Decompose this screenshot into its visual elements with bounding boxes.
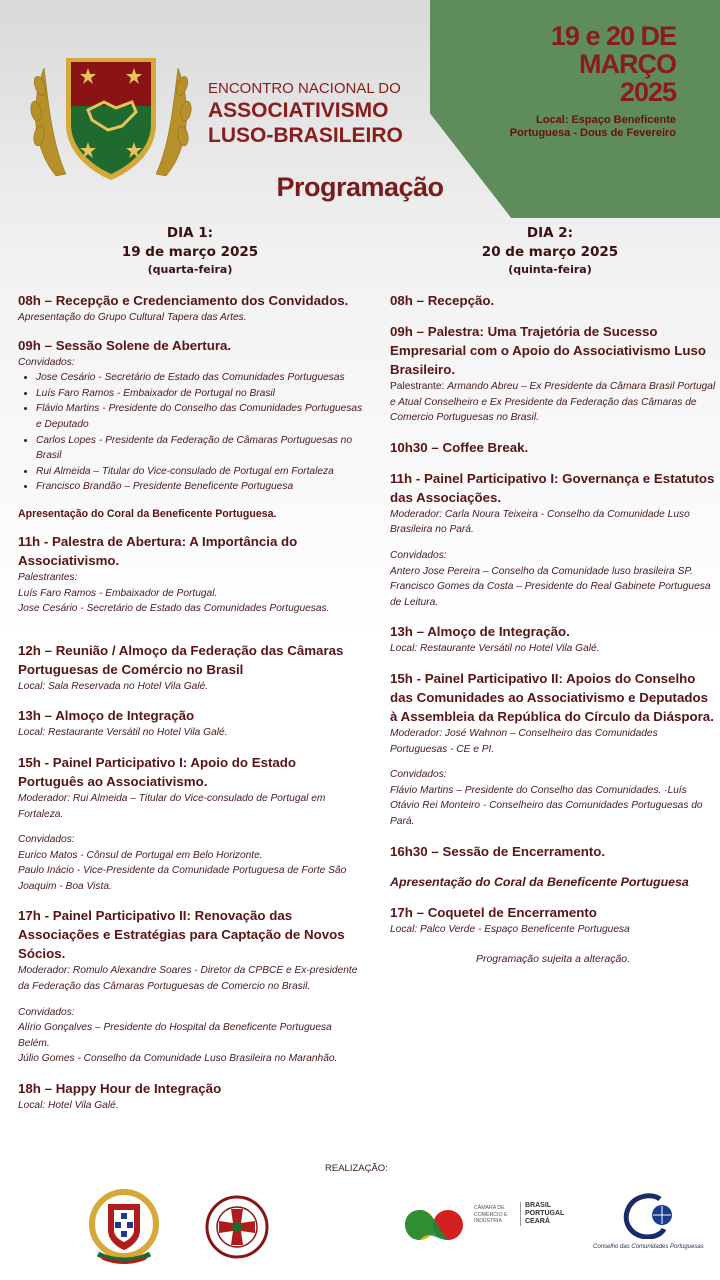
event-title: 15h - Painel Participativo II: Apoios do Conselho das Comunidades ao Associativismo e Deputados à Assembleia da República do Círculo da Diáspora.	[390, 670, 714, 724]
portuguese-coat-of-arms-logo	[78, 1186, 170, 1266]
date-line-3: 2025	[619, 77, 676, 107]
day1-date: 19 de março 2025	[121, 244, 259, 260]
chamber-small-line: CÂMARA DE	[474, 1205, 505, 1211]
event-title: 10h30 – Coffee Break.	[390, 439, 529, 455]
conselho-comunidades-logo	[622, 1193, 674, 1239]
title-line-1: ENCONTRO NACIONAL DO	[208, 80, 401, 97]
speaker-prefix: Palestrante:	[390, 381, 448, 392]
speaker-text: Armando Abreu – Ex Presidente da Câmara Brasil Portugal e Atual Conselheiro e Ex Presidente da Federação das Câmaras de Comercio Portuguesas no Brasil.	[390, 381, 716, 424]
handshake-shield-emblem	[26, 46, 196, 186]
day1-weekday: (quarta-feira)	[147, 263, 233, 276]
schedule-change-note: Programação sujeita a alteração.	[475, 953, 631, 966]
day2-date: 20 de março 2025	[481, 244, 619, 260]
moderator: Moderador: Rui Almeida – Titular do Vice-consulado de Portugal em Fortaleza.	[18, 792, 326, 820]
guests-label: Convidados:	[18, 1006, 75, 1018]
date-line-1: 19 e 20 DE	[550, 21, 676, 51]
chamber-small-line: COMÉRCIO E	[474, 1211, 508, 1218]
event-title	[208, 80, 403, 148]
event-title: 08h – Recepção.	[390, 293, 495, 308]
title-line-3: LUSO-BRASILEIRO	[208, 124, 403, 147]
guests-label: Convidados:	[390, 549, 447, 561]
event-title: 13h – Almoço de Integração.	[390, 624, 570, 640]
event-detail: Local: Restaurante Versátil no Hotel Vila Galé.	[390, 643, 600, 655]
event-detail: Local: Sala Reservada no Hotel Vila Galé.	[18, 680, 209, 692]
chamber-name-line: BRASIL	[525, 1202, 552, 1209]
guest-item: • Luís Faro Ramos - Embaixador de Portugal no Brasil	[36, 386, 363, 402]
day1-label: DIA 1:	[166, 225, 214, 241]
event-title: 18h – Happy Hour de Integração	[18, 1081, 222, 1097]
speakers-label: Palestrantes:	[18, 571, 78, 583]
date-line-2: MARÇO	[579, 49, 676, 79]
day1-schedule	[18, 291, 363, 1114]
guest-item: Antero Jose Pereira – Conselho da Comunidade luso brasileira SP.	[390, 565, 693, 577]
event-title: 09h – Sessão Solene de Abertura.	[18, 337, 232, 353]
day1-header	[80, 224, 300, 277]
realizacao-label: REALIZAÇÃO:	[325, 1163, 388, 1174]
programacao-heading: Programação	[276, 172, 444, 202]
chamber-small-line: INDÚSTRIA	[474, 1218, 502, 1224]
event-title: 12h – Reunião / Almoço da Federação das Câmaras Portuguesas de Comércio no Brasil	[18, 642, 344, 677]
event-title: 08h – Recepção e Credenciamento dos Convidados.	[18, 293, 349, 308]
coral-note: Apresentação do Coral da Beneficente Portuguesa	[390, 874, 689, 889]
speaker-detail	[390, 379, 716, 426]
event-title: 11h - Painel Participativo I: Governança e Estatutos das Associações.	[390, 470, 715, 505]
guest-item: Júlio Gomes - Conselho da Comunidade Luso Brasileira no Maranhão.	[18, 1053, 338, 1065]
event-detail: Apresentação do Grupo Cultural Tapera das Artes.	[18, 312, 247, 323]
guests-label: Convidados:	[390, 769, 447, 781]
guest-item: Eurico Matos - Cônsul de Portugal em Belo Horizonte.	[18, 849, 263, 861]
event-title: 11h - Palestra de Abertura: A Importância do Associativismo.	[18, 533, 298, 568]
guest-item: • Carlos Lopes - Presidente da Federação de Câmaras Portuguesas no Brasil	[36, 433, 363, 464]
day2-schedule	[390, 291, 716, 965]
guest-item: • Francisco Brandão – Presidente Beneficente Portuguesa	[36, 479, 363, 495]
day2-weekday: (quinta-feira)	[508, 263, 592, 276]
venue-line-2: Portuguesa - Dous de Fevereiro	[509, 127, 676, 139]
guest-item: • Jose Cesário - Secretário de Estado das Comunidades Portuguesas	[36, 370, 363, 386]
event-title: 17h - Painel Participativo II: Renovação das Associações e Estratégias para Captação de Novos Sócios.	[18, 908, 345, 962]
event-detail: Local: Hotel Vila Galé.	[18, 1100, 119, 1112]
chamber-name-line: PORTUGAL	[525, 1210, 565, 1217]
moderator: Moderador: José Wahnon – Conselheiro das Comunidades Portuguesas - CE e PI.	[390, 727, 658, 755]
speaker-item: Luís Faro Ramos - Embaixador de Portugal.	[18, 587, 218, 599]
guests-label: Convidados:	[18, 834, 75, 846]
moderator: Moderador: Carla Noura Teixeira - Conselho da Comunidade Luso Brasileira no Pará.	[390, 508, 690, 536]
event-title: 15h - Painel Participativo I: Apoio do Estado Português ao Associativismo.	[18, 754, 297, 789]
event-detail: Local: Restaurante Versátil no Hotel Vila Galé.	[18, 727, 228, 739]
coral-note: Apresentação do Coral da Beneficente Portuguesa.	[18, 507, 277, 520]
conselho-caption: Conselho das Comunidades Portuguesas	[593, 1244, 704, 1250]
venue-line-1: Local: Espaço Beneficente	[536, 114, 676, 126]
chamber-name-text	[520, 1202, 564, 1226]
day2-header	[440, 224, 660, 277]
speaker-item: Jose Cesário - Secretário de Estado das Comunidades Portuguesas.	[18, 603, 330, 615]
guest-item: • Rui Almeida – Titular do Vice-consulado de Portugal em Fortaleza	[36, 464, 363, 480]
event-title: 17h – Coquetel de Encerramento	[390, 904, 597, 920]
chamber-name-line: CEARÁ	[525, 1218, 550, 1225]
guest-item: Flávio Martins – Presidente do Conselho das Comunidades. ·Luís Otávio Rei Monteiro - Conselheiro das Comunidades Portuguesas do Pará.	[390, 784, 703, 827]
guest-list	[18, 370, 363, 495]
event-title: 13h – Almoço de Integração	[18, 708, 195, 724]
guest-item: Francisco Gomes da Costa – Presidente do Real Gabinete Portuguesa de Leitura.	[390, 581, 711, 608]
guest-item: Alírio Gonçalves – Presidente do Hospital da Beneficente Portuguesa Belém.	[18, 1022, 332, 1049]
event-title: 09h – Palestra: Uma Trajetória de Sucesso Empresarial com o Apoio do Associativismo Luso Brasileiro.	[390, 324, 706, 377]
event-detail: Local: Palco Verde - Espaço Beneficente Portuguesa	[390, 923, 630, 935]
guests-label: Convidados:	[18, 356, 75, 368]
moderator: Moderador: Romulo Alexandre Soares - Diretor da CPBCE e Ex-presidente da Federação das Câmaras Portuguesas de Comercio no Brasil.	[18, 965, 358, 993]
brasil-portugal-chamber-logo	[402, 1207, 470, 1243]
guest-item: • Flávio Martins - Presidente do Conselho das Comunidades Portuguesas e Deputado	[36, 401, 363, 432]
day2-label: DIA 2:	[526, 225, 574, 241]
beneficente-portuguesa-seal-logo	[205, 1195, 269, 1259]
title-line-2: ASSOCIATIVISMO	[208, 99, 389, 122]
event-title: 16h30 – Sessão de Encerramento.	[390, 843, 606, 859]
event-date-block	[510, 22, 676, 140]
guest-item: Paulo Inácio - Vice-Presidente da Comunidade Portuguesa de Forte São Joaquim - Boa Vista.	[18, 865, 347, 892]
chamber-small-text	[474, 1205, 507, 1225]
